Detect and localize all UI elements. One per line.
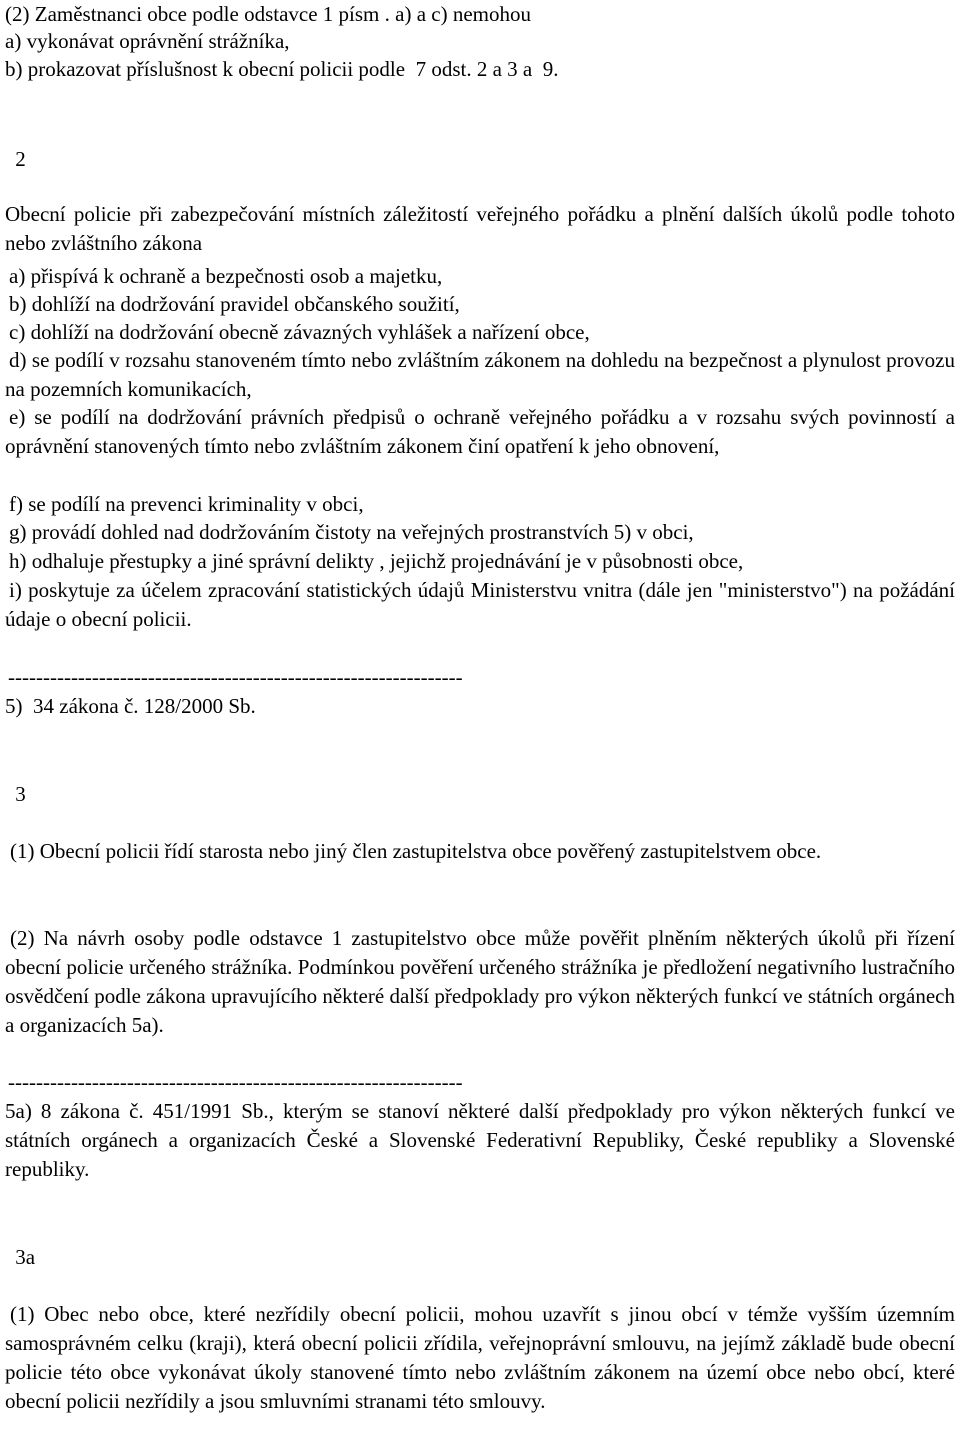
section-2-item-h: h) odhaluje přestupky a jiné správní delikty , jejichž projednávání je v působnosti obce, [9,549,744,573]
section-2-item-b: b) dohlíží na dodržování pravidel občanského soužití, [9,292,460,316]
list-item-b-prove: b) prokazovat příslušnost k obecní policii podle 7 odst. 2 a 3 a 9. [5,57,559,81]
section-3-heading: 3 [10,782,26,806]
paragraph-2-employees: (2) Zaměstnanci obce podle odstavce 1 písm . a) a c) nemohou [5,2,531,26]
section-2-item-i: i) poskytuje za účelem zpracování statistických údajů Ministerstvu vnitra (dále jen "ministerstvo") na požádání údaje o obecní policii. [5,578,955,631]
section-3-paragraph-2: (2) Na návrh osoby podle odstavce 1 zastupitelstvo obce může pověřit plněním některých úkolů při řízení obecní policie určeného strážníka. Podmínkou pověření určeného strážníka je předložení negativního lustračního osvědčení podle zákona upravujícího některé další předpoklady pro výkon některých funkcí ve státních orgánech a organizacích 5a). [5,926,955,1037]
section-2-item-d: d) se podílí v rozsahu stanoveném tímto nebo zvláštním zákonem na dohledu na bezpečnost a plynulost provozu na pozemních komunikacích, [5,348,955,401]
section-2-item-g: g) provádí dohled nad dodržováním čistoty na veřejných prostranstvích 5) v obci, [9,520,694,544]
list-item-a-execute: a) vykonávat oprávnění strážníka, [5,29,290,53]
section-2-item-f: f) se podílí na prevenci kriminality v obci, [9,492,364,516]
section-3-paragraph-1: (1) Obecní policii řídí starosta nebo jiný člen zastupitelstva obce pověřený zastupitelstvem obce. [10,839,822,863]
footnote-divider: ----------------------------------------------------------------- [8,1070,463,1094]
section-2-heading: 2 [10,147,26,171]
footnote-5a: 5a) 8 zákona č. 451/1991 Sb., kterým se stanoví některé další předpoklady pro výkon některých funkcí ve státních orgánech a organizacích České a Slovenské Federativní Republiky, České republiky a Slovenské republiky. [5,1099,955,1181]
section-2-item-a: a) přispívá k ochraně a bezpečnosti osob a majetku, [9,264,443,288]
section-3a-heading: 3a [10,1245,36,1269]
footnote-5: 5) 34 zákona č. 128/2000 Sb. [5,694,256,718]
section-2-item-e: e) se podílí na dodržování právních předpisů o ochraně veřejného pořádku a v rozsahu svých povinností a oprávnění stanovených tímto nebo zvláštním zákonem činí opatření k jeho obnovení, [5,405,955,458]
section-2-item-c: c) dohlíží na dodržování obecně závazných vyhlášek a nařízení obce, [9,320,590,344]
footnote-divider: ----------------------------------------------------------------- [8,665,463,689]
section-2-intro: Obecní policie při zabezpečování místních záležitostí veřejného pořádku a plnění dalších úkolů podle tohoto nebo zvláštního zákona [5,202,955,255]
section-3a-paragraph-1: (1) Obec nebo obce, které nezřídily obecní policii, mohou uzavřít s jinou obcí v témže vyšším územním samosprávném celku (kraji), která obecní policii zřídila, veřejnoprávní smlouvu, na jejímž základě bude obecní policie této obce vykonávat úkoly stanovené tímto nebo zvláštním zákonem na území obce nebo obcí, které obecní policii nezřídily a jsou smluvními stranami této smlouvy. [5,1302,955,1413]
